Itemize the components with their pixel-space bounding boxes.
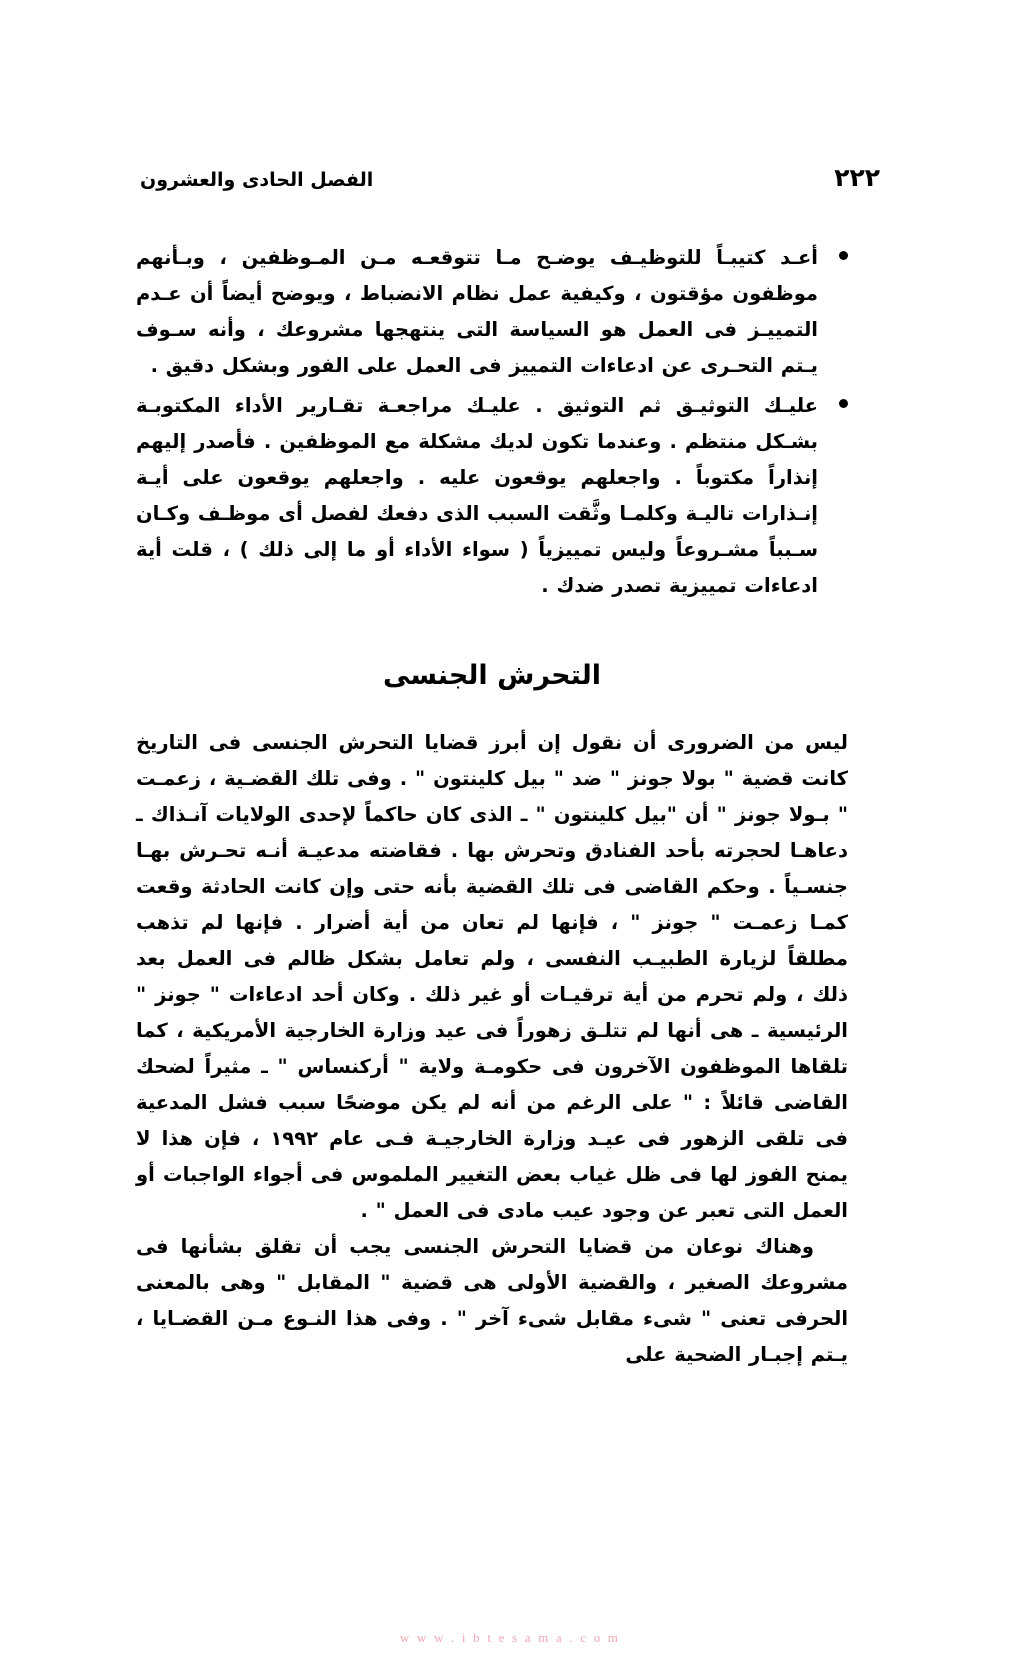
bullet-list [136,240,848,604]
bullet-dot-icon [839,251,848,260]
page-content [136,240,848,1373]
chapter-title: الفصل الحادى والعشرون [140,169,374,191]
footer-watermark: w w w . i b t e s a m a . c o m [399,1630,621,1645]
list-item [136,240,848,384]
bullet-dot-icon [839,399,848,408]
list-item [136,388,848,604]
body-paragraph: ليس من الضرورى أن نقول إن أبرز قضايا التحرش الجنسى فى التاريخ كانت قضية " بولا جونز " ضد " بيل كلينتون " . وفى تلك القضـية ، زعمـت " بـولا جونز " أن "بيل كلينتون " ـ الذى كان حاكماً لإحدى الولايات آنـذاك ـ دعاهـا لحجرته بأحد الفنادق وتحرش بها . فقاضته مدعيـة أنـه تحـرش بهـا جنسـياً . وحكم القاضى فى تلك القضية بأنه حتى وإن كانت الحادثة وقعت كمـا زعمـت " جونز " ، فإنها لم تعان من أية أضرار . فإنها لم تذهب مطلقاً لزيارة الطبيـب النفسى ، ولم تعامل بشكل ظالم فى العمل بعد ذلك ، ولم تحرم من أية ترقيـات أو غير ذلك . وكان أحد ادعاءات " جونز " الرئيسية ـ هى أنها لم تتلـق زهوراً فى عيد وزارة الخارجية الأمريكية ، كما تلقاها الموظفون الآخرون فى حكومـة ولاية " أركنساس " ـ مثيراً لضحك القاضى قائلاً : " على الرغم من أنه لم يكن موضحًا سبب فشل المدعية فى تلقى الزهور فى عيـد وزارة الخارجيـة فـى عام ١٩٩٢ ، فإن هذا لا يمنح الفوز لها فى ظل غياب بعض التغيير الملموس فى أجواء الواجبات أو العمل التى تعبر عن وجود عيب مادى فى العمل " . [136,731,848,1222]
running-head [140,163,880,199]
list-item-text: أعـد كتيبـاً للتوظيـف يوضـح مـا تتوقعـه مـن المـوظفين ، وبـأنهم موظفون مؤقتون ، وكيفية عمل نظام الانضباط ، ويوضح أيضاً أن عـدم التمييـز فى العمل هو السياسة التى ينتهجها مشروعك ، وأنه سـوف يـتم التحـرى عن ادعاءات التمييز فى العمل على الفور وبشكل دقيق . [136,246,818,377]
section-heading: التحرش الجنسى [383,660,601,691]
page-number: ٢٢٢ [834,163,880,192]
list-item-text: عليـك التوثيـق ثم التوثيق . عليـك مراجعـة تقـارير الأداء المكتوبـة بشـكل منتظم . وعندما تكون لديك مشكلة مع الموظفين . فأصدر إليهم إنذاراً مكتوباً . واجعلهم يوقعون عليه . واجعلهم يوقعون على أيـة إنـذارات تاليـة وكلمـا وثَّقت السبب الذى دفعك لفصل أى موظـف وكـان سـبباً مشـروعاً وليس تمييزياً ( سواء الأداء أو ما إلى ذلك ) ، قلت أية ادعاءات تمييزية تصدر ضدك . [136,394,818,597]
body-paragraph: وهناك نوعان من قضايا التحرش الجنسى يجب أن تقلق بشأنها فى مشروعك الصغير ، والقضية الأولى هى قضية " المقابل " وهى بالمعنى الحرفى تعنى " شىء مقابل شىء آخر " . وفى هذا النـوع مـن القضـايا ، يـتم إجبـار الضحية على [136,1235,848,1366]
